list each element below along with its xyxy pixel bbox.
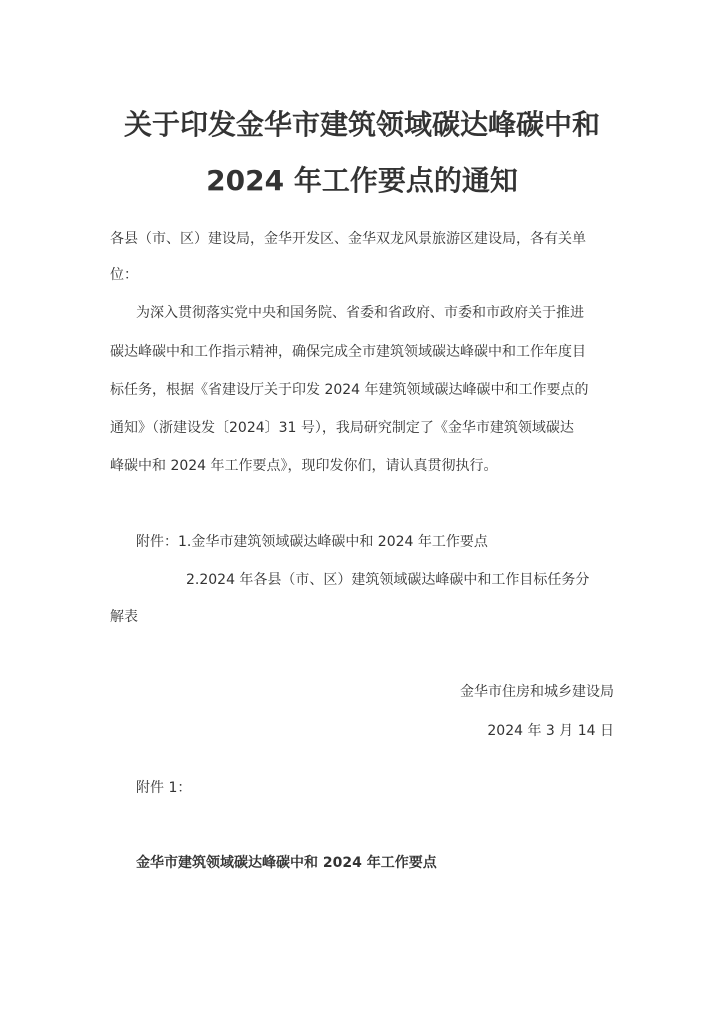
attachment-line-3: 解表 [110, 609, 138, 625]
body-paragraph-line: 通知》（浙建设发〔2024〕31 号），我局研究制定了《金华市建筑领域碳达 [110, 420, 574, 436]
body-paragraph-line: 峰碳中和 2024 年工作要点》，现印发你们，请认真贯彻执行。 [110, 458, 498, 474]
body-paragraph-line: 标任务，根据《省建设厅关于印发 2024 年建筑领域碳达峰碳中和工作要点的 [110, 382, 589, 398]
addressee-line-2: 位： [110, 267, 138, 283]
issue-date: 2024 年 3 月 14 日 [487, 723, 614, 739]
issuer-name: 金华市住房和城乡建设局 [460, 684, 614, 700]
body-paragraph-line: 碳达峰碳中和工作指示精神，确保完成全市建筑领域碳达峰碳中和工作年度目 [110, 344, 586, 360]
addressee-line-1: 各县（市、区）建设局，金华开发区、金华双龙风景旅游区建设局，各有关单 [110, 231, 586, 247]
appendix-label: 附件 1： [136, 780, 192, 796]
document-title-line-2: 2024 年工作要点的通知 [206, 164, 518, 197]
attachment-line-1: 附件：1.金华市建筑领域碳达峰碳中和 2024 年工作要点 [136, 534, 488, 550]
document-title-line-1: 关于印发金华市建筑领域碳达峰碳中和 [123, 108, 600, 141]
body-paragraph-line: 为深入贯彻落实党中央和国务院、省委和省政府、市委和市政府关于推进 [136, 305, 584, 321]
attachment-line-2: 2.2024 年各县（市、区）建筑领域碳达峰碳中和工作目标任务分 [186, 572, 590, 588]
appendix-title: 金华市建筑领域碳达峰碳中和 2024 年工作要点 [136, 855, 437, 871]
